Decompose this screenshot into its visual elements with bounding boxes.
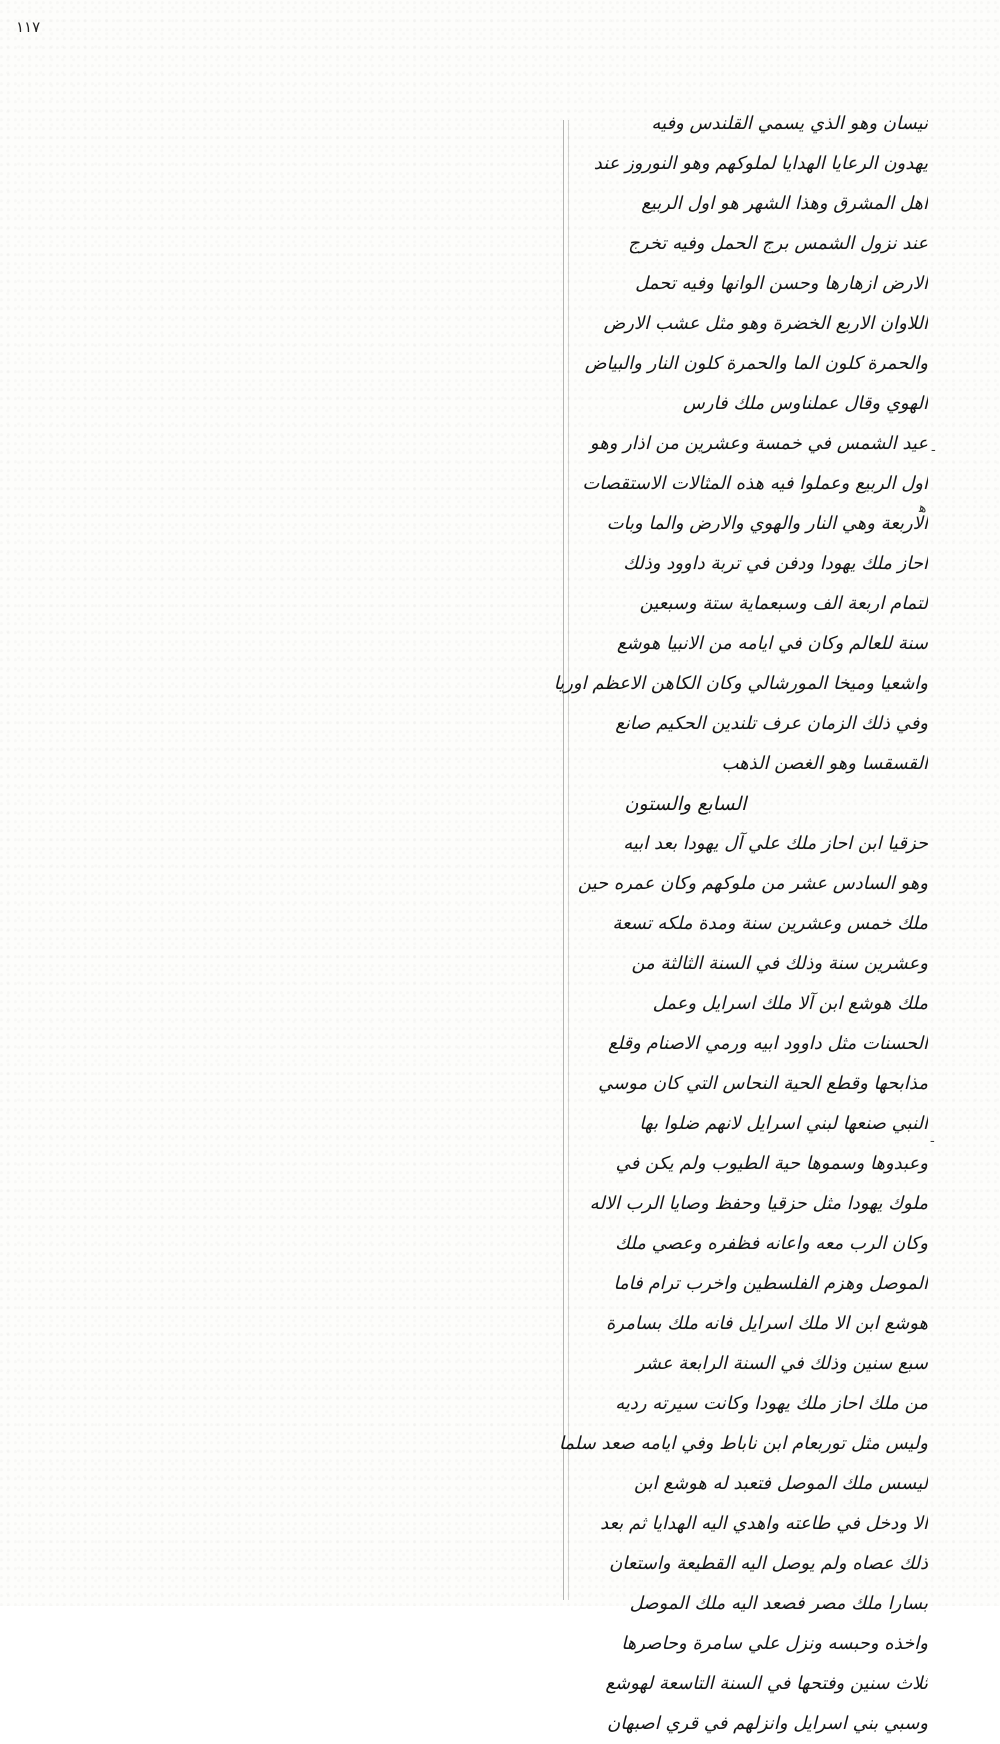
folio-number: ١١٧ (16, 18, 41, 36)
text-line: الاربعة وهي النار والهوي والارض والما وبات (606, 513, 928, 534)
text-line: وفي ذلك الزمان عرف تلندين الحكيم صانع (615, 713, 928, 734)
text-line: وعشرين سنة وذلك في السنة الثالثة من (631, 953, 928, 974)
text-line: يهدون الرعايا الهدايا لملوكهم وهو النوروز عند (593, 153, 928, 174)
text-line: وعبدوها وسموها حية الطيوب ولم يكن في (615, 1153, 928, 1174)
text-line: الهوي وقال عملناوس ملك فارس (682, 393, 928, 414)
text-line: ثلاث سنين وفتحها في السنة التاسعة لهوشع (605, 1673, 928, 1694)
text-line: ليسس ملك الموصل فتعبد له هوشع ابن (633, 1473, 928, 1494)
text-line: ملك هوشع ابن آلا ملك اسرايل وعمل (652, 993, 928, 1014)
text-line: واشعيا وميخا المورشالي وكان الكاهن الاعظم اوريا (553, 673, 928, 694)
text-line: عيد الشمس في خمسة وعشرين من اذار وهو (589, 433, 928, 454)
text-line: واخذه وحبسه ونزل علي سامرة وحاصرها (621, 1633, 928, 1654)
text-line: وسبي بني اسرايل وانزلهم في قري اصبهان (607, 1713, 928, 1734)
text-line: بسارا ملك مصر فصعد اليه ملك الموصل (629, 1593, 928, 1614)
text-line: سنة للعالم وكان في ايامه من الانبيا هوشع (616, 633, 928, 654)
text-line: والحمرة كلون الما والحمرة كلون النار والبياض (584, 353, 928, 374)
text-line: هوشع ابن الا ملك اسرايل فانه ملك بسامرة (606, 1313, 928, 1334)
text-line: سبع سنين وذلك في السنة الرابعة عشر (635, 1353, 928, 1374)
text-line: اهل المشرق وهذا الشهر هو اول الربيع (641, 193, 928, 214)
text-line: حزقيا ابن احاز ملك علي آل يهودا بعد ابيه (623, 833, 928, 854)
margin-dash-mark-lower: - (930, 1133, 935, 1149)
text-line: النبي صنعها لبني اسرايل لانهم ضلوا بها (639, 1113, 928, 1134)
text-line: القسقسا وهو الغصن الذهب (721, 753, 928, 774)
text-line: عند نزول الشمس برج الحمل وفيه تخرج (628, 233, 928, 254)
text-line: الموصل وهزم الفلسطين واخرب ترام فاما (613, 1273, 928, 1294)
text-line: وليس مثل توربعام ابن ناباط وفي ايامه صعد سلما (558, 1433, 928, 1454)
margin-dash-mark: - (931, 442, 936, 458)
text-line: ملوك يهودا مثل حزقيا وحفظ وصايا الرب الاله (589, 1193, 928, 1214)
text-line: وكان الرب معه واعانه فظفره وعصي ملك (615, 1233, 928, 1254)
text-line: الارض ازهارها وحسن الوانها وفيه تحمل (635, 273, 928, 294)
text-line: الحسنات مثل داوود ابيه ورمي الاصنام وقلع (607, 1033, 928, 1054)
manuscript-text-block (553, 104, 928, 1744)
text-line: لتمام اربعة الف وسبعماية ستة وسبعين (639, 593, 928, 614)
text-line: اول الربيع وعملوا فيه هذه المثالات الاستقصات (582, 473, 928, 494)
text-line: احاز ملك يهودا ودفن في تربة داوود وذلك (623, 553, 928, 574)
text-line: الا ودخل في طاعته واهدي اليه الهدايا ثم بعد (600, 1513, 928, 1534)
section-heading: السابع والستون (624, 793, 747, 815)
margin-circle-mark: ﻫ (919, 500, 927, 516)
text-line: ملك خمس وعشرين سنة ومدة ملكه تسعة (612, 913, 928, 934)
text-line: وهو السادس عشر من ملوكهم وكان عمره حين (577, 873, 928, 894)
text-line: اللاوان الاربع الخضرة وهو مثل عشب الارض (603, 313, 928, 334)
text-line: نيسان وهو الذي يسمي القلندس وفيه (651, 113, 928, 134)
text-line: مذابحها وقطع الحية النحاس التي كان موسي (598, 1073, 928, 1094)
text-line: من ملك احاز ملك يهودا وكانت سيرته رديه (615, 1393, 928, 1414)
text-line: ذلك عصاه ولم يوصل اليه القطيعة واستعان (609, 1553, 928, 1574)
